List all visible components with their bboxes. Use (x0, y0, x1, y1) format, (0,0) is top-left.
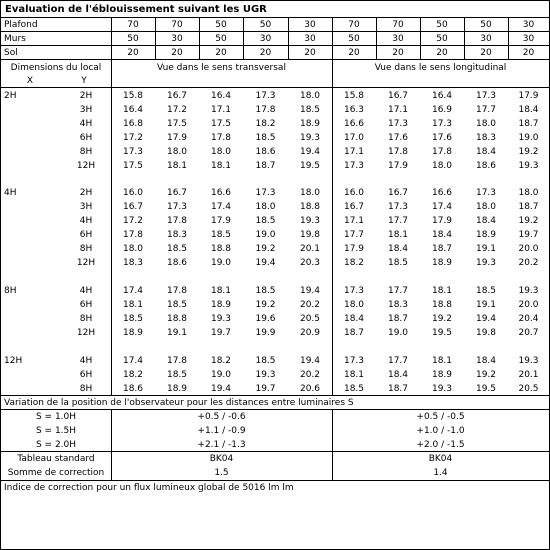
ugr-longitudinal-value: 18.1 (431, 356, 453, 366)
ugr-transversal-value: 17.2 (122, 216, 144, 226)
ugr-transversal-value: 17.4 (122, 286, 144, 296)
room-y-dimension: 12H (76, 328, 96, 338)
ugr-longitudinal-value: 18.1 (431, 286, 453, 296)
ugr-longitudinal-value: 19.0 (518, 133, 539, 143)
correction-sum-label: Somme de correction (7, 468, 105, 478)
room-y-dimension: 6H (79, 370, 93, 380)
reflectance-value: 20 (259, 48, 272, 58)
reflectance-value: 70 (348, 20, 360, 30)
ugr-longitudinal-value: 17.3 (343, 356, 365, 366)
ugr-transversal-value: 19.3 (299, 216, 321, 226)
divider-line (464, 18, 465, 59)
room-y-dimension: 3H (79, 105, 93, 115)
room-y-dimension: 6H (79, 133, 93, 143)
ugr-longitudinal-value: 17.3 (343, 286, 365, 296)
ugr-longitudinal-value: 17.3 (475, 188, 497, 198)
spacing-label: S = 2.0H (35, 440, 77, 450)
ugr-longitudinal-value: 18.9 (431, 370, 453, 380)
ugr-transversal-value: 17.5 (166, 119, 188, 129)
ugr-transversal-value: 19.3 (255, 370, 276, 380)
ugr-longitudinal-value: 18.3 (387, 300, 409, 310)
ugr-transversal-value: 18.5 (166, 244, 188, 254)
ugr-transversal-value: 20.6 (299, 384, 321, 394)
room-x-dimension: 8H (4, 286, 17, 296)
divider-line (155, 18, 156, 59)
ugr-transversal-value: 17.3 (122, 147, 144, 157)
ugr-transversal-value: 20.5 (299, 314, 321, 324)
ugr-transversal-value: 17.5 (122, 161, 144, 171)
ugr-transversal-value: 19.9 (255, 328, 276, 338)
ugr-longitudinal-value: 17.7 (387, 356, 409, 366)
variation-transversal: +1.1 / -0.9 (197, 426, 246, 436)
ugr-longitudinal-value: 17.6 (431, 133, 453, 143)
ugr-transversal-value: 20.2 (299, 300, 321, 310)
reflectance-value: 20 (348, 48, 360, 58)
ugr-longitudinal-value: 18.5 (343, 384, 365, 394)
variation-longitudinal: +0.5 / -0.5 (416, 412, 465, 422)
ugr-transversal-value: 18.0 (210, 147, 232, 157)
reflectance-value: 50 (259, 20, 272, 30)
ugr-longitudinal-value: 19.8 (475, 328, 497, 338)
room-y-dimension: 4H (79, 216, 93, 226)
ugr-longitudinal-value: 19.5 (475, 384, 497, 394)
ugr-transversal-value: 18.6 (255, 147, 276, 157)
ugr-transversal-value: 18.5 (255, 216, 276, 226)
ugr-transversal-value: 19.1 (166, 328, 188, 338)
ugr-longitudinal-value: 17.1 (343, 147, 365, 157)
ugr-transversal-value: 17.8 (210, 133, 232, 143)
correction-sum-transversal: 1.5 (214, 468, 229, 478)
ugr-longitudinal-value: 18.5 (475, 286, 497, 296)
ugr-longitudinal-value: 16.7 (387, 91, 409, 101)
ugr-longitudinal-value: 19.4 (475, 314, 497, 324)
ugr-transversal-value: 17.9 (210, 216, 232, 226)
ugr-longitudinal-value: 20.7 (518, 328, 539, 338)
ugr-transversal-value: 17.2 (122, 133, 144, 143)
ugr-longitudinal-value: 17.8 (387, 147, 409, 157)
ugr-transversal-value: 19.4 (210, 384, 232, 394)
ugr-longitudinal-value: 18.7 (518, 119, 539, 129)
reflectance-label: Murs (4, 34, 26, 44)
ugr-transversal-value: 18.5 (255, 286, 276, 296)
ugr-longitudinal-value: 18.5 (387, 258, 409, 268)
x-axis-label: X (26, 76, 34, 86)
ugr-longitudinal-value: 19.2 (475, 370, 497, 380)
ugr-longitudinal-value: 18.8 (431, 300, 453, 310)
ugr-longitudinal-value: 19.3 (431, 384, 453, 394)
ugr-longitudinal-value: 15.8 (343, 91, 365, 101)
ugr-transversal-value: 18.8 (166, 314, 188, 324)
ugr-longitudinal-value: 18.7 (387, 314, 409, 324)
ugr-longitudinal-value: 17.7 (387, 286, 409, 296)
ugr-longitudinal-value: 18.0 (343, 300, 365, 310)
ugr-longitudinal-value: 17.3 (475, 91, 497, 101)
divider-line (111, 409, 112, 480)
ugr-transversal-value: 18.0 (299, 188, 321, 198)
ugr-transversal-value: 19.4 (255, 258, 276, 268)
ugr-transversal-value: 16.7 (166, 91, 188, 101)
room-y-dimension: 2H (79, 91, 93, 101)
ugr-longitudinal-value: 18.7 (518, 202, 539, 212)
standard-table-transversal: BK04 (209, 454, 234, 464)
ugr-transversal-value: 18.1 (210, 161, 232, 171)
ugr-transversal-value: 16.7 (122, 202, 144, 212)
ugr-transversal-value: 19.8 (299, 230, 321, 240)
ugr-transversal-value: 18.5 (122, 314, 144, 324)
ugr-longitudinal-value: 16.7 (343, 202, 365, 212)
ugr-longitudinal-value: 18.7 (343, 328, 365, 338)
ugr-transversal-value: 17.3 (166, 202, 188, 212)
ugr-longitudinal-value: 18.0 (518, 188, 539, 198)
ugr-longitudinal-value: 18.7 (387, 384, 409, 394)
divider-line (288, 18, 289, 59)
ugr-longitudinal-value: 16.4 (431, 91, 453, 101)
ugr-transversal-value: 17.4 (210, 202, 232, 212)
room-x-dimension: 2H (4, 91, 17, 101)
ugr-longitudinal-value: 18.4 (475, 216, 497, 226)
ugr-longitudinal-value: 17.3 (387, 119, 409, 129)
ugr-longitudinal-value: 18.6 (475, 161, 497, 171)
ugr-transversal-value: 18.6 (122, 384, 144, 394)
ugr-longitudinal-value: 18.9 (431, 258, 453, 268)
ugr-transversal-value: 18.2 (210, 356, 232, 366)
ugr-transversal-value: 18.8 (210, 244, 232, 254)
room-x-dimension: 12H (4, 356, 23, 366)
ugr-longitudinal-value: 17.0 (343, 133, 365, 143)
ugr-transversal-value: 19.7 (255, 384, 276, 394)
ugr-longitudinal-value: 16.3 (343, 105, 365, 115)
ugr-longitudinal-value: 18.3 (475, 133, 497, 143)
ugr-longitudinal-value: 18.1 (387, 230, 409, 240)
ugr-longitudinal-value: 19.3 (518, 161, 539, 171)
ugr-transversal-value: 18.9 (210, 300, 232, 310)
ugr-transversal-value: 18.0 (166, 147, 188, 157)
ugr-transversal-value: 19.3 (210, 314, 232, 324)
ugr-transversal-value: 17.8 (166, 356, 188, 366)
divider-line (420, 18, 421, 59)
ugr-transversal-value: 18.1 (166, 161, 188, 171)
ugr-transversal-value: 18.2 (255, 119, 276, 129)
ugr-longitudinal-value: 19.3 (518, 356, 539, 366)
reflectance-value: 50 (436, 34, 448, 44)
ugr-transversal-value: 17.8 (166, 216, 188, 226)
room-y-dimension: 6H (79, 300, 93, 310)
ugr-longitudinal-value: 19.2 (518, 216, 539, 226)
room-y-dimension: 3H (79, 202, 93, 212)
ugr-transversal-value: 18.0 (255, 202, 276, 212)
ugr-longitudinal-value: 17.3 (387, 202, 409, 212)
ugr-transversal-value: 18.7 (255, 161, 276, 171)
ugr-longitudinal-value: 18.4 (387, 244, 409, 254)
room-y-dimension: 4H (79, 356, 93, 366)
ugr-transversal-value: 15.8 (122, 91, 144, 101)
ugr-transversal-value: 18.9 (122, 328, 144, 338)
ugr-transversal-value: 19.2 (255, 244, 276, 254)
ugr-longitudinal-value: 18.4 (518, 105, 539, 115)
room-y-dimension: 12H (76, 258, 96, 268)
ugr-longitudinal-value: 20.4 (518, 314, 539, 324)
ugr-longitudinal-value: 17.7 (343, 230, 365, 240)
ugr-transversal-value: 17.4 (122, 356, 144, 366)
ugr-longitudinal-value: 20.0 (518, 300, 539, 310)
ugr-transversal-value: 18.5 (255, 133, 276, 143)
ugr-transversal-value: 19.3 (299, 133, 321, 143)
reflectance-value: 20 (171, 48, 183, 58)
ugr-longitudinal-value: 18.0 (475, 119, 497, 129)
standard-table-label: Tableau standard (17, 454, 95, 464)
ugr-transversal-value: 18.1 (122, 300, 144, 310)
reflectance-value: 20 (127, 48, 139, 58)
ugr-transversal-value: 18.0 (122, 244, 144, 254)
ugr-longitudinal-value: 17.3 (343, 161, 365, 171)
ugr-longitudinal-value: 16.6 (431, 188, 453, 198)
reflectance-value: 20 (436, 48, 448, 58)
reflectance-value: 30 (522, 34, 535, 44)
ugr-transversal-value: 18.5 (255, 356, 276, 366)
ugr-transversal-value: 16.7 (166, 188, 188, 198)
ugr-longitudinal-value: 17.4 (431, 202, 453, 212)
ugr-longitudinal-value: 16.9 (431, 105, 453, 115)
ugr-longitudinal-value: 19.2 (518, 147, 539, 157)
ugr-transversal-value: 18.3 (122, 258, 144, 268)
footer-note: Indice de correction pour un flux lumineux global de 5016 lm lm (4, 483, 294, 493)
reflectance-value: 30 (392, 34, 404, 44)
divider-line (376, 18, 377, 59)
variation-transversal: +2.1 / -1.3 (197, 440, 246, 450)
reflectance-value: 30 (304, 34, 316, 44)
divider-line (508, 18, 509, 59)
ugr-transversal-value: 18.5 (210, 230, 232, 240)
ugr-transversal-value: 17.8 (166, 286, 188, 296)
ugr-transversal-value: 17.8 (255, 105, 276, 115)
ugr-transversal-value: 19.0 (210, 258, 232, 268)
ugr-longitudinal-value: 20.2 (518, 258, 539, 268)
room-x-dimension: 4H (4, 188, 17, 198)
divider-line (332, 59, 333, 395)
longitudinal-header: Vue dans le sens longitudinal (374, 63, 507, 73)
ugr-transversal-value: 18.5 (299, 105, 321, 115)
ugr-longitudinal-value: 18.4 (387, 370, 409, 380)
ugr-longitudinal-value: 20.5 (518, 384, 539, 394)
reflectance-value: 70 (171, 20, 183, 30)
ugr-transversal-value: 16.6 (210, 188, 232, 198)
divider-line (1, 59, 549, 60)
ugr-longitudinal-value: 19.7 (518, 230, 539, 240)
divider-line (1, 87, 549, 88)
ugr-longitudinal-value: 17.7 (475, 105, 497, 115)
ugr-transversal-value: 20.3 (299, 258, 321, 268)
divider-line (199, 18, 200, 59)
room-y-dimension: 8H (79, 244, 93, 254)
ugr-transversal-value: 17.9 (166, 133, 188, 143)
ugr-longitudinal-value: 19.5 (431, 328, 453, 338)
ugr-longitudinal-value: 18.4 (343, 314, 365, 324)
ugr-transversal-value: 19.4 (299, 147, 321, 157)
ugr-longitudinal-value: 18.2 (343, 258, 365, 268)
reflectance-label: Plafond (4, 20, 38, 30)
ugr-transversal-value: 17.2 (166, 105, 188, 115)
room-y-dimension: 8H (79, 314, 93, 324)
ugr-longitudinal-value: 18.9 (475, 230, 497, 240)
ugr-transversal-value: 16.0 (122, 188, 144, 198)
ugr-transversal-value: 18.5 (166, 370, 188, 380)
divider-line (332, 409, 333, 480)
ugr-longitudinal-value: 18.7 (431, 244, 453, 254)
reflectance-value: 20 (304, 48, 316, 58)
ugr-transversal-value: 19.4 (299, 286, 321, 296)
ugr-transversal-value: 18.6 (166, 258, 188, 268)
ugr-transversal-value: 18.0 (299, 91, 321, 101)
spacing-label: S = 1.5H (35, 426, 77, 436)
ugr-transversal-value: 20.1 (299, 244, 321, 254)
ugr-transversal-value: 17.3 (255, 91, 276, 101)
reflectance-label: Sol (4, 48, 18, 58)
reflectance-value: 20 (215, 48, 227, 58)
ugr-longitudinal-value: 19.3 (518, 286, 539, 296)
dimensions-header: Dimensions du local (10, 63, 102, 73)
ugr-longitudinal-value: 19.2 (431, 314, 453, 324)
correction-sum-longitudinal: 1.4 (433, 468, 448, 478)
variation-transversal: +0.5 / -0.6 (197, 412, 246, 422)
room-y-dimension: 2H (79, 188, 93, 198)
ugr-transversal-value: 19.0 (255, 230, 276, 240)
ugr-transversal-value: 18.3 (166, 230, 188, 240)
ugr-longitudinal-value: 19.1 (475, 244, 497, 254)
ugr-transversal-value: 16.8 (122, 119, 144, 129)
ugr-transversal-value: 17.8 (122, 230, 144, 240)
ugr-longitudinal-value: 18.4 (475, 356, 497, 366)
room-y-dimension: 12H (76, 161, 96, 171)
ugr-transversal-value: 16.4 (122, 105, 144, 115)
ugr-longitudinal-value: 18.4 (475, 147, 497, 157)
reflectance-value: 30 (171, 34, 183, 44)
ugr-longitudinal-value: 17.9 (387, 161, 409, 171)
ugr-transversal-value: 18.9 (299, 119, 321, 129)
reflectance-value: 30 (522, 20, 535, 30)
ugr-transversal-value: 17.5 (210, 119, 232, 129)
variation-label: Variation de la position de l'observateur pour les distances entre luminaires S (4, 398, 354, 408)
ugr-longitudinal-value: 19.3 (475, 258, 497, 268)
ugr-longitudinal-value: 17.3 (431, 119, 453, 129)
divider-line (111, 18, 112, 395)
reflectance-value: 70 (392, 20, 404, 30)
ugr-transversal-value: 18.9 (166, 384, 188, 394)
ugr-longitudinal-value: 17.8 (431, 147, 453, 157)
ugr-longitudinal-value: 18.4 (431, 230, 453, 240)
reflectance-value: 50 (348, 34, 360, 44)
reflectance-value: 20 (480, 48, 492, 58)
ugr-transversal-value: 19.4 (299, 356, 321, 366)
spacing-label: S = 1.0H (35, 412, 77, 422)
ugr-transversal-value: 16.4 (210, 91, 232, 101)
ugr-longitudinal-value: 16.7 (387, 188, 409, 198)
ugr-longitudinal-value: 18.1 (343, 370, 365, 380)
divider-line (243, 18, 244, 59)
reflectance-value: 50 (215, 34, 227, 44)
reflectance-value: 30 (480, 34, 492, 44)
reflectance-value: 30 (304, 20, 316, 30)
ugr-transversal-value: 19.7 (210, 328, 232, 338)
ugr-longitudinal-value: 17.1 (343, 216, 365, 226)
room-y-dimension: 4H (79, 119, 93, 129)
ugr-transversal-value: 19.0 (210, 370, 232, 380)
ugr-longitudinal-value: 18.0 (475, 202, 497, 212)
ugr-transversal-value: 17.3 (255, 188, 276, 198)
ugr-longitudinal-value: 17.9 (431, 216, 453, 226)
transversal-header: Vue dans le sens transversal (157, 63, 286, 73)
reflectance-value: 50 (436, 20, 448, 30)
table-title: Evaluation de l'éblouissement suivant les UGR (5, 4, 267, 15)
ugr-transversal-value: 19.6 (255, 314, 276, 324)
ugr-longitudinal-value: 16.6 (343, 119, 365, 129)
ugr-longitudinal-value: 17.1 (387, 105, 409, 115)
variation-longitudinal: +2.0 / -1.5 (416, 440, 465, 450)
ugr-longitudinal-value: 17.9 (518, 91, 539, 101)
standard-table-longitudinal: BK04 (428, 454, 453, 464)
ugr-transversal-value: 19.5 (299, 161, 321, 171)
ugr-longitudinal-value: 17.6 (387, 133, 409, 143)
variation-longitudinal: +1.0 / -1.0 (416, 426, 465, 436)
ugr-transversal-value: 18.2 (122, 370, 144, 380)
ugr-transversal-value: 17.1 (210, 105, 232, 115)
ugr-longitudinal-value: 19.1 (475, 300, 497, 310)
ugr-longitudinal-value: 18.0 (431, 161, 453, 171)
ugr-transversal-value: 19.2 (255, 300, 276, 310)
room-y-dimension: 8H (79, 147, 93, 157)
reflectance-value: 50 (480, 20, 492, 30)
reflectance-value: 20 (522, 48, 535, 58)
ugr-longitudinal-value: 20.1 (518, 370, 539, 380)
ugr-transversal-value: 18.8 (299, 202, 321, 212)
ugr-longitudinal-value: 20.0 (518, 244, 539, 254)
reflectance-value: 30 (259, 34, 272, 44)
reflectance-value: 50 (215, 20, 227, 30)
ugr-longitudinal-value: 17.9 (343, 244, 365, 254)
ugr-longitudinal-value: 17.7 (387, 216, 409, 226)
room-y-dimension: 4H (79, 286, 93, 296)
ugr-transversal-value: 20.2 (299, 370, 321, 380)
ugr-transversal-value: 20.9 (299, 328, 321, 338)
reflectance-value: 70 (127, 20, 139, 30)
ugr-transversal-value: 18.1 (210, 286, 232, 296)
ugr-transversal-value: 18.5 (166, 300, 188, 310)
ugr-longitudinal-value: 19.0 (387, 328, 409, 338)
divider-line (332, 18, 333, 59)
room-y-dimension: 8H (79, 384, 93, 394)
y-axis-label: Y (81, 76, 87, 86)
room-y-dimension: 6H (79, 230, 93, 240)
ugr-longitudinal-value: 16.0 (343, 188, 365, 198)
reflectance-value: 20 (392, 48, 404, 58)
reflectance-value: 50 (127, 34, 139, 44)
